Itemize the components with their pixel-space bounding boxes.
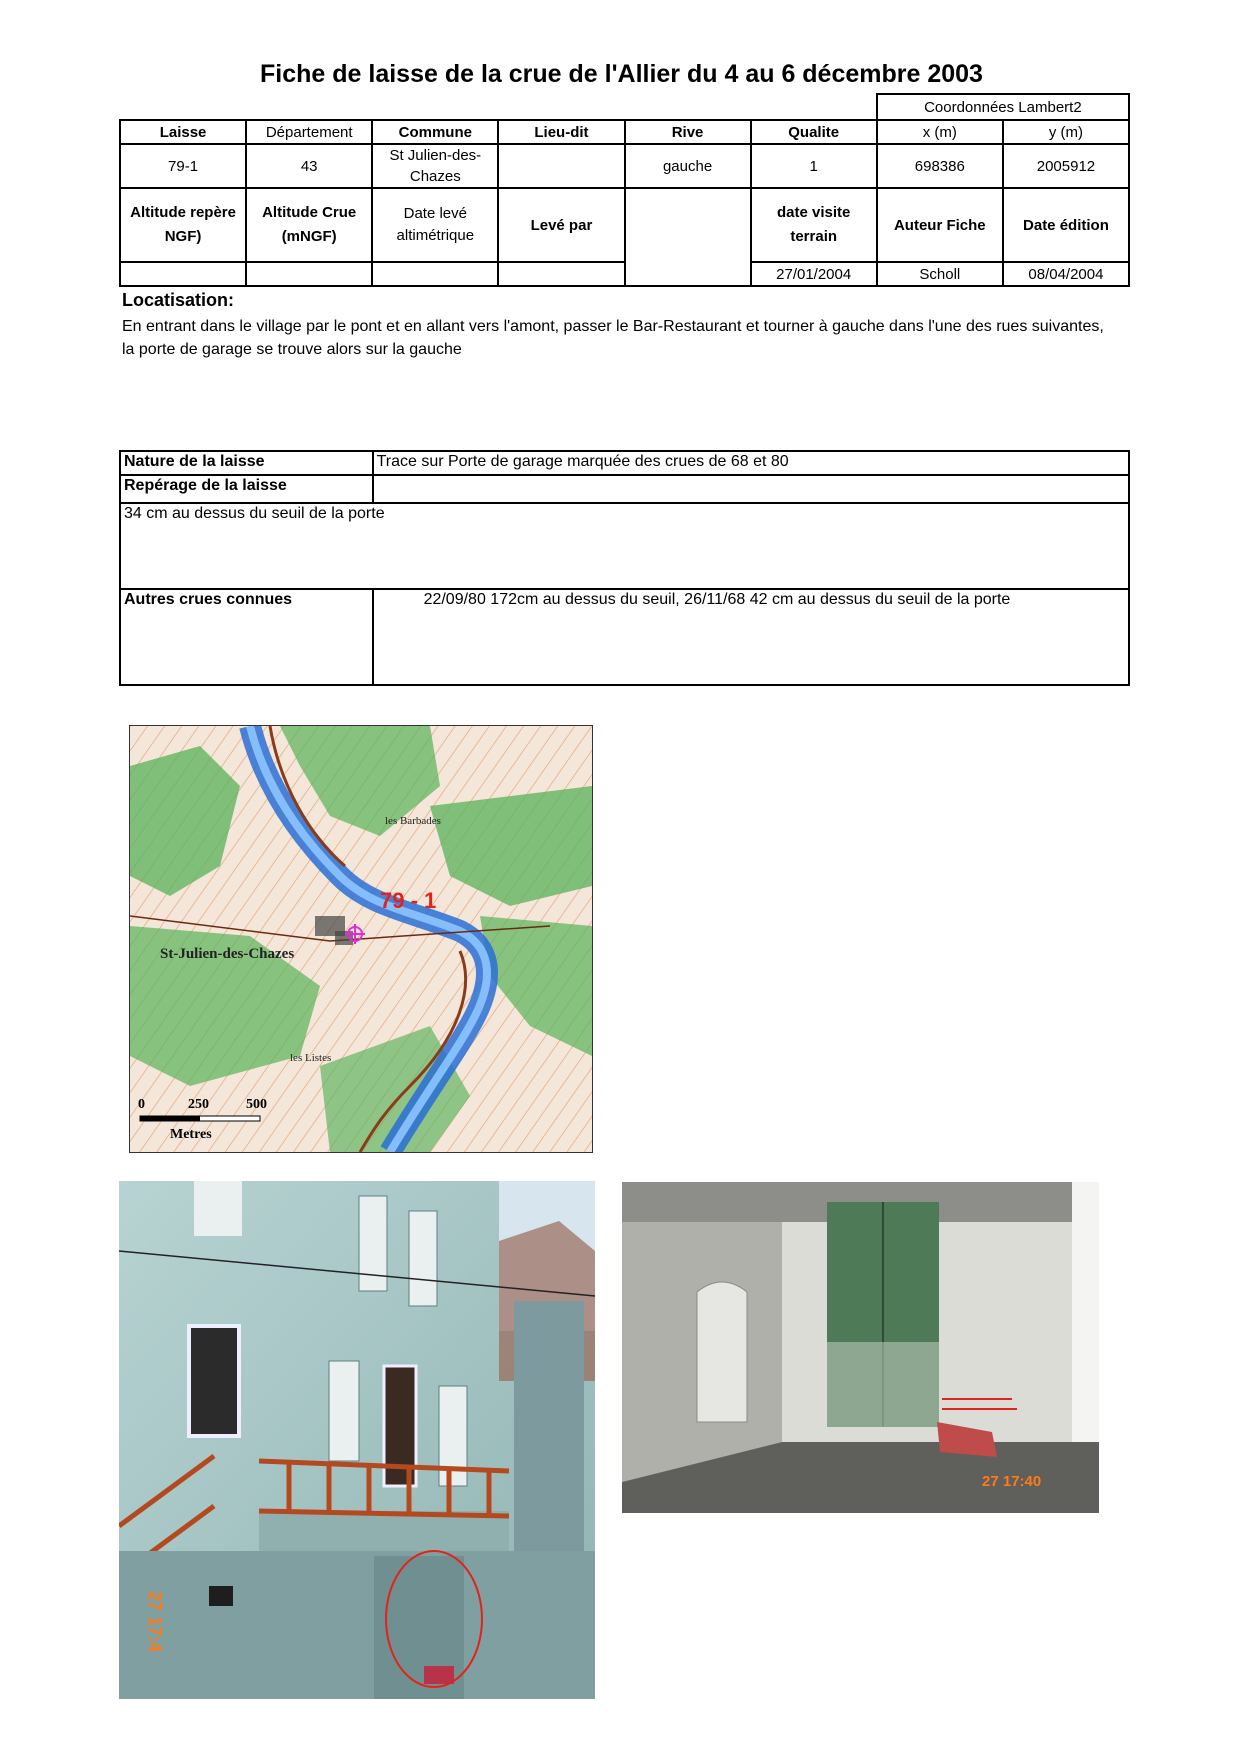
reperage-description: 34 cm au dessus du seuil de la porte — [120, 503, 1129, 589]
value-qualite: 1 — [751, 144, 877, 188]
header-auteur: Auteur Fiche — [877, 188, 1003, 262]
info-table — [119, 93, 1130, 287]
map-marker-label: 79 - 1 — [380, 888, 437, 913]
header-rive: Rive — [625, 120, 751, 144]
value-x: 698386 — [877, 144, 1003, 188]
scale-tick-0: 0 — [138, 1097, 145, 1112]
header-date-leve: Date levé altimétrique — [372, 188, 498, 262]
coord-header: Coordonnées Lambert2 — [877, 94, 1129, 120]
header-altitude-repere: Altitude repère NGF) — [120, 188, 246, 262]
house-photo — [119, 1181, 595, 1699]
header-lieu-dit: Lieu-dit — [498, 120, 624, 144]
value-altitude-repere — [120, 262, 246, 286]
map-place-label-1: les Barbades — [385, 815, 441, 827]
nature-label: Nature de la laisse — [120, 451, 373, 475]
value-lieu-dit — [498, 144, 624, 188]
scale-tick-250: 250 — [188, 1097, 209, 1112]
value-y: 2005912 — [1003, 144, 1129, 188]
value-commune: St Julien-des-Chazes — [372, 144, 498, 188]
value-date-edition: 08/04/2004 — [1003, 262, 1129, 286]
value-altitude-crue — [246, 262, 372, 286]
autres-crues-value: 22/09/80 172cm au dessus du seuil, 26/11/68 42 cm au dessus du seuil de la porte — [373, 589, 1129, 685]
map-town-label: St-Julien-des-Chazes — [160, 946, 295, 962]
header-date-visite: date visite terrain — [751, 188, 877, 262]
value-departement: 43 — [246, 144, 372, 188]
topographic-map — [129, 725, 593, 1153]
header-commune: Commune — [372, 120, 498, 144]
page-title: Fiche de laisse de la crue de l'Allier du 4 au 6 décembre 2003 — [260, 60, 983, 88]
value-laisse: 79-1 — [120, 144, 246, 188]
value-date-leve — [372, 262, 498, 286]
value-rive: gauche — [625, 144, 751, 188]
value-auteur: Scholl — [877, 262, 1003, 286]
header-qualite: Qualite — [751, 120, 877, 144]
header-laisse: Laisse — [120, 120, 246, 144]
header-date-edition: Date édition — [1003, 188, 1129, 262]
value-date-visite: 27/01/2004 — [751, 262, 877, 286]
garage-photo-timestamp: 27 17:40 — [982, 1473, 1042, 1490]
header-x: x (m) — [877, 120, 1003, 144]
reperage-value — [373, 475, 1129, 503]
header-leve-par: Levé par — [498, 188, 624, 262]
empty-cell — [625, 188, 751, 286]
header-y: y (m) — [1003, 120, 1129, 144]
reperage-label: Repérage de la laisse — [120, 475, 373, 503]
header-altitude-crue: Altitude Crue (mNGF) — [246, 188, 372, 262]
nature-table — [119, 450, 1130, 686]
house-photo-timestamp: 27 17:4 — [145, 1591, 165, 1653]
scale-tick-500: 500 — [246, 1097, 267, 1112]
location-text: En entrant dans le village par le pont et en allant vers l'amont, passer le Bar-Restaurant et tourner à gauche dans l'une des rues suivantes, la porte de garage se trouve alors sur la gauche — [122, 318, 1104, 358]
nature-value: Trace sur Porte de garage marquée des crues de 68 et 80 — [373, 451, 1129, 475]
location-title: Locatisation: — [122, 290, 235, 310]
scale-unit: Metres — [170, 1127, 212, 1142]
autres-crues-label: Autres crues connues — [120, 589, 373, 685]
map-place-label-2: les Listes — [290, 1052, 332, 1064]
header-departement: Département — [246, 120, 372, 144]
garage-photo — [622, 1182, 1099, 1513]
value-leve-par — [498, 262, 624, 286]
